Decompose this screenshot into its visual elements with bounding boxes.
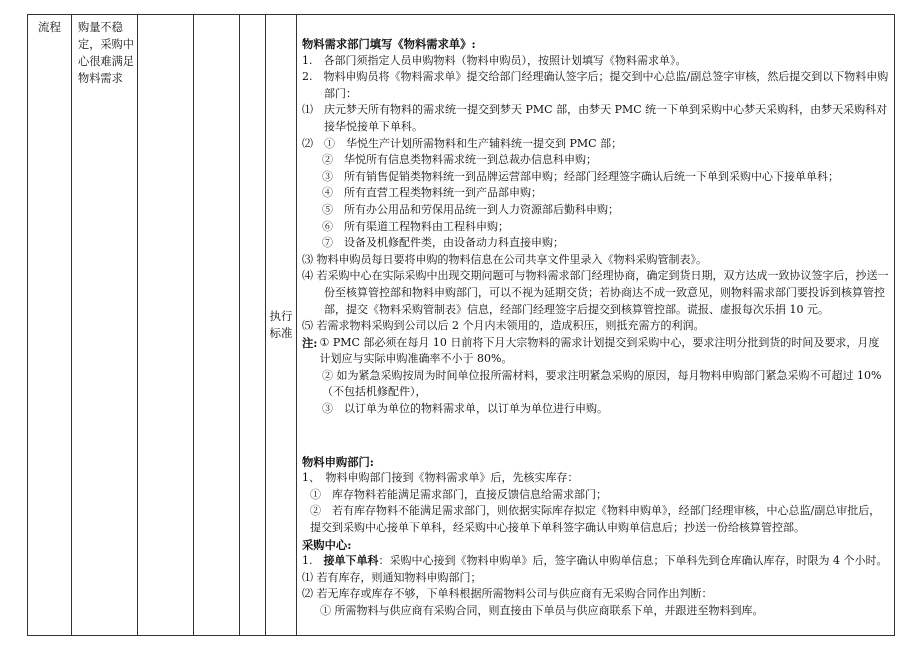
requester-line: ② 华悦所有信息类物料需求统一到总裁办信息科申购； <box>322 153 597 167</box>
note-line: ① PMC 部必须在每月 10 日前将下月大宗物料的需求计划提交到采购中心，要求注明分批到货的时间及要求，月度计划应与实际申购准确率不小于 80%。 <box>319 335 880 366</box>
requester-line: ⑦ 设备及机修配件类，由设备动力科直接申购； <box>322 236 564 250</box>
requester-line: ⑵ ① 华悦生产计划所需物料和生产辅料统一提交到 PMC 部； <box>302 136 623 150</box>
purchasing-line: ① 库存物料若能满足需求部门，直接反馈信息给需求部门； <box>310 487 607 501</box>
purchasing-line: 1、 物料申购部门接到《物料需求单》后，先核实库存： <box>302 471 579 485</box>
requester-line: ⑷ 若采购中心在实际采购中出现交期问题可与物料需求部门经理协商，确定到货日期，双方达成一致协议签字后，抄送一份至核算管控部和物料申购部门，可以不视为延期交货；若协商达不成一致意见，则物料需求部门要投诉到核算管控部，提交《物料采购管制表》信息，经部门经理签字后提交到核算管控部。谎报、虚报每次乐捐 10 元。 <box>302 269 889 316</box>
center-line: ① 所需物料与供应商有采购合同，则直接由下单员与供应商联系下单，并跟进至物料到库。 <box>320 604 764 617</box>
requester-line: ④ 所有直营工程类物料统一到产品部申购； <box>322 186 542 200</box>
issue-cell: 购量不稳定，采购中心很难满足物料需求 <box>72 15 138 636</box>
empty-cell-3 <box>138 15 194 636</box>
center-keyword: 接单下单科 <box>323 554 379 568</box>
center-heading: 采购中心: <box>302 537 352 552</box>
empty-cell-4 <box>194 15 240 636</box>
requester-line: 1. 各部门须指定人员申购物料（物料申购员），按照计划填写《物料需求单》。 <box>302 53 687 67</box>
requester-line: ⑶ 物料申购员每日要将申购的物料信息在公司共享文件里录入《物料采购管制表》。 <box>302 252 707 266</box>
center-line: ⑴ 若有库存，则通知物料申购部门； <box>302 570 482 584</box>
center-line <box>302 553 890 570</box>
requester-line: ⑤ 所有办公用品和劳保用品统一到人力资源部后勤科申购； <box>322 202 619 216</box>
requester-line: ⑥ 所有渠道工程物料由工程科申购； <box>322 219 509 233</box>
note-line: ② 如为紧急采购按周为时间单位报所需材料，要求注明紧急采购的原因，每月物料申购部门紧急采购不可超过 10%（不包括机修配件）， <box>322 368 882 399</box>
purchasing-dept-heading: 物料申购部门: <box>302 454 374 469</box>
center-line: ⑵ 若无库存或库存不够，下单科根据所需物料公司与供应商有无采购合同作出判断： <box>302 587 713 601</box>
standard-cell <box>266 15 297 636</box>
note-label: 注: <box>302 335 318 350</box>
notes-block <box>302 335 890 368</box>
note-line: ③ 以订单为单位的物料需求单，以订单为单位进行申购。 <box>322 402 608 416</box>
requester-line: ③ 所有销售促销类物料统一到品牌运营部申购；经部门经理签字确认后统一下单到采购中心下接单单科； <box>322 169 839 183</box>
process-label: 流程 <box>38 20 61 34</box>
requester-line: ⑴ 庆元梦天所有物料的需求统一提交到梦天 PMC 部，由梦天 PMC 统一下单到采购中心梦天采购科，由梦天采购科对接华悦接单下单科。 <box>302 103 888 133</box>
procedure-table <box>27 14 895 636</box>
standard-label: 执行标准 <box>269 309 293 340</box>
empty-cell-5 <box>240 15 266 636</box>
spacer <box>302 418 890 454</box>
process-cell <box>28 15 72 636</box>
center-line-prefix: 1. <box>302 554 324 568</box>
center-line-rest: ：采购中心接到《物料申购单》后，签字确认申购单信息；下单科先到仓库确认库存，时限为 4 个小时。 <box>378 554 888 568</box>
table-row <box>28 15 895 636</box>
requester-line: 2. 物料申购员将《物料需求单》提交给部门经理确认签字后；提交到中心总监/副总签字审核，然后提交到以下物料申购部门： <box>302 70 889 100</box>
requester-line: ⑸ 若需求物料采购到公司以后 2 个月内未领用的，造成积压，则抵充需方的利润。 <box>302 319 705 333</box>
content-body <box>302 15 890 620</box>
content-cell <box>297 15 895 636</box>
requester-heading: 物料需求部门填写《物料需求单》: <box>302 37 476 51</box>
purchasing-line: ② 若有库存物料不能满足需求部门，则依据实际库存拟定《物料申购单》，经部门经理审核，中心总监/副总审批后，提交到采购中心接单下单科，经采购中心接单下单科签字确认申购单信息后；抄送一份给核算管控部。 <box>310 504 881 535</box>
